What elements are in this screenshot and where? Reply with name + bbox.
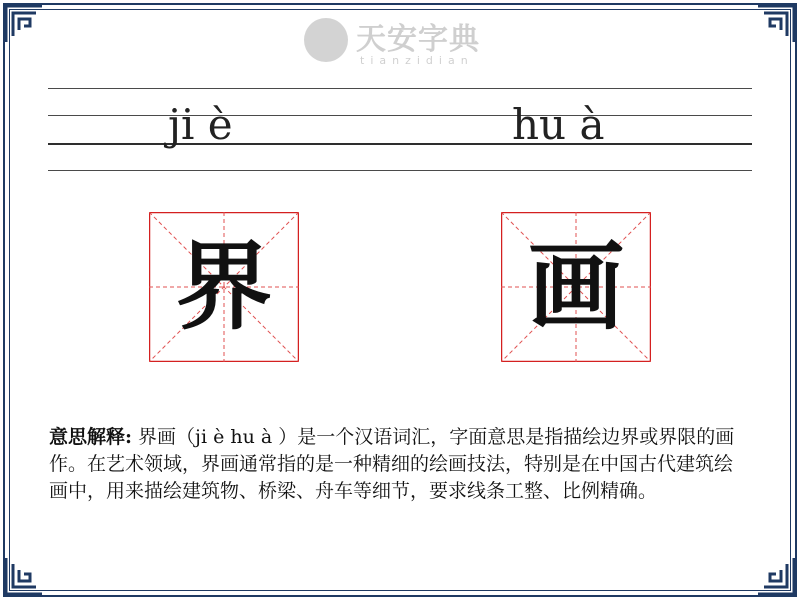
character-grid-2 (501, 212, 651, 362)
watermark-logo (300, 12, 500, 70)
character-grid-1 (149, 212, 299, 362)
logo-subtitle: tianzidian (360, 54, 474, 67)
ruled-line (48, 170, 752, 171)
corner-ornament-icon (756, 4, 796, 44)
ruled-line (48, 143, 752, 145)
corner-ornament-icon (4, 556, 44, 596)
pinyin-ruled-lines (48, 88, 752, 172)
corner-ornament-icon (4, 4, 44, 44)
meaning-label: 意思解释: (49, 426, 133, 448)
ruled-line (48, 115, 752, 116)
ruled-line (48, 88, 752, 89)
meaning-text: 界画（ji è hu à ）是一个汉语词汇，字面意思是指描绘边界或界限的画作。在艺术领域，界画通常指的是一种精细的绘画技法，特别是在中国古代建筑绘画中，用来描绘建筑物、桥梁、舟车等细节，要求线条工整、比例精确。 (49, 426, 735, 502)
character-1: 界 (176, 230, 272, 343)
seal-icon (304, 18, 348, 62)
pinyin-2: hu à (512, 100, 605, 149)
pinyin-1: ji è (168, 100, 233, 149)
meaning-description (49, 424, 749, 505)
character-2: 画 (528, 230, 624, 343)
corner-ornament-icon (756, 556, 796, 596)
logo-title: 天安字典 (356, 22, 480, 57)
